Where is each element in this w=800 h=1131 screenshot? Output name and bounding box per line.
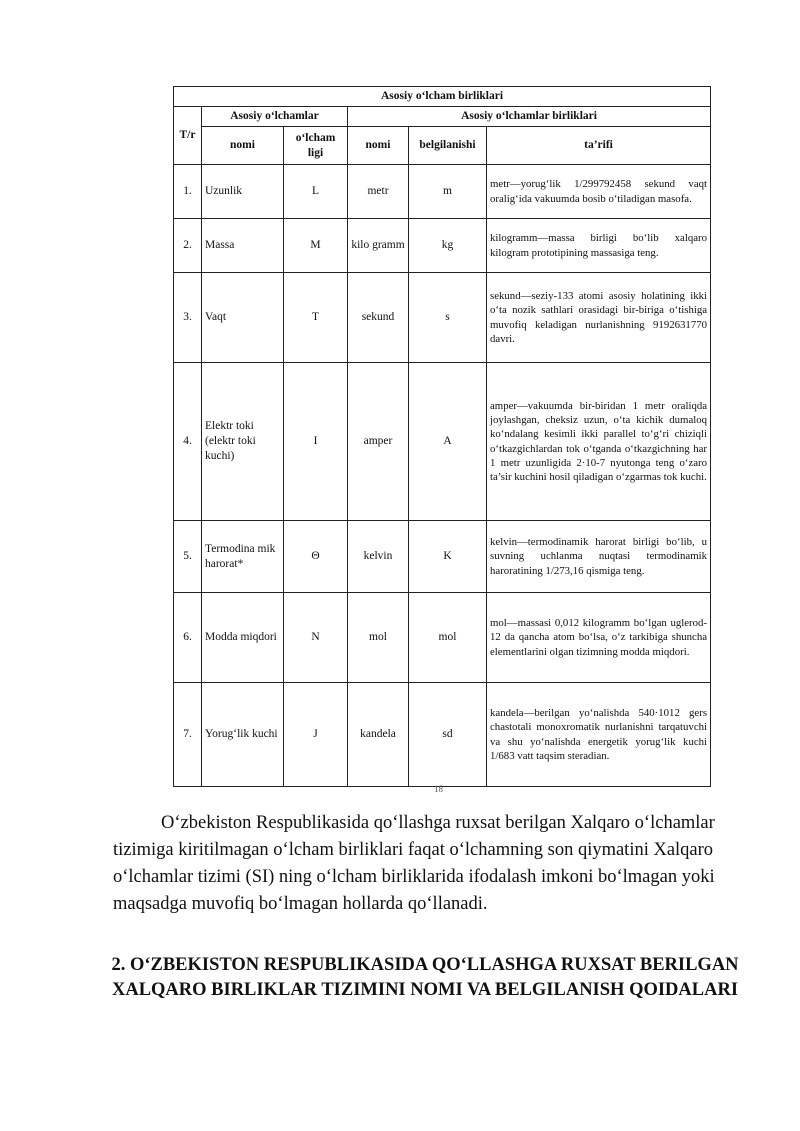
unit-name: kilo gramm (348, 219, 409, 273)
unit-name: amper (348, 363, 409, 521)
unit-name: metr (348, 165, 409, 219)
col-tr-header: T/r (174, 107, 202, 165)
group-quantities-header: Asosiy o‘lchamlar (202, 107, 348, 127)
dimension: M (284, 219, 348, 273)
dimension: Θ (284, 521, 348, 593)
unit-definition: sekund—seziy-133 atomi asosiy holatining ikki o‘ta nozik sathlari orasidagi bir-biriga o‘tishiga muvofiq keladigan nurlanishning 9192631770 davri. (487, 273, 711, 363)
unit-symbol: m (409, 165, 487, 219)
quantity-name: Modda miqdori (202, 593, 284, 683)
unit-definition: mol—massasi 0,012 kilogramm bo‘lgan uglerod-12 da qancha atom bo‘lsa, o‘z tarkibiga shuncha elementlarini olgan tizimning modda miqdori. (487, 593, 711, 683)
quantity-name: Vaqt (202, 273, 284, 363)
row-number: 5. (174, 521, 202, 593)
quantity-name: Uzunlik (202, 165, 284, 219)
quantity-name: Elektr toki (elektr toki kuchi) (202, 363, 284, 521)
unit-symbol: K (409, 521, 487, 593)
unit-symbol: mol (409, 593, 487, 683)
unit-name: sekund (348, 273, 409, 363)
symbol-header: belgilanishi (409, 127, 487, 165)
quantity-name: Yorug‘lik kuchi (202, 683, 284, 787)
group-units-header: Asosiy o‘lchamlar birliklari (348, 107, 711, 127)
dimension: N (284, 593, 348, 683)
table-row (174, 521, 711, 593)
table-row (174, 363, 711, 521)
unit-definition: kilogramm—massa birligi bo‘lib xalqaro kilogram prototipining massasiga teng. (487, 219, 711, 273)
table-row (174, 165, 711, 219)
unit-name: mol (348, 593, 409, 683)
table-row (174, 683, 711, 787)
dimension: T (284, 273, 348, 363)
quantity-name-header: nomi (202, 127, 284, 165)
row-number: 4. (174, 363, 202, 521)
unit-definition: kelvin—termodinamik harorat birligi bo‘lib, u suvning uchlanma nuqtasi termodinamik haroratining 1/273,16 qismiga teng. (487, 521, 711, 593)
table-row (174, 219, 711, 273)
row-number: 1. (174, 165, 202, 219)
units-table (173, 86, 711, 787)
unit-definition: kandela—berilgan yo‘nalishda 540·1012 gers chastotali monoxromatik nurlanishni tarqatuvchi va shu yo‘nalishda energetik yorug‘lik kuchi 1/683 vatt taqsim steradian. (487, 683, 711, 787)
definition-header: ta’rifi (487, 127, 711, 165)
quantity-name: Massa (202, 219, 284, 273)
unit-name: kandela (348, 683, 409, 787)
row-number: 6. (174, 593, 202, 683)
unit-name-header: nomi (348, 127, 409, 165)
unit-name: kelvin (348, 521, 409, 593)
row-number: 7. (174, 683, 202, 787)
dimension: L (284, 165, 348, 219)
page-number: 18 (434, 784, 443, 794)
dimension-header: o‘lcham ligi (284, 127, 348, 165)
table-row (174, 273, 711, 363)
unit-symbol: sd (409, 683, 487, 787)
quantity-name: Termodina mik harorat* (202, 521, 284, 593)
table-title: Asosiy o‘lcham birliklari (174, 87, 711, 107)
dimension: J (284, 683, 348, 787)
unit-definition: amper—vakuumda bir-biridan 1 metr oraliqda joylashgan, cheksiz uzun, o‘ta kichik dumaloq ko‘ndalang kesimli ikki parallel to‘g‘ri chiziqli o‘tkazgichlardan tok o‘tganda o‘tkazgichning har 1 metr uzunligida 2·10-7 nyutonga teng o‘zaro ta’sir kuchini hosil qiladigan o‘zgarmas tok kuchi. (487, 363, 711, 521)
unit-definition: metr—yorug‘lik 1/299792458 sekund vaqt oralig‘ida vakuumda bosib o‘tiladigan masofa. (487, 165, 711, 219)
unit-symbol: s (409, 273, 487, 363)
body-paragraph: O‘zbekiston Respublikasida qo‘llashga ruxsat berilgan Xalqaro o‘lchamlar tizimiga kiritilmagan o‘lcham birliklari faqat o‘lchamning son qiymatini Xalqaro o‘lchamlar tizimi (SI) ning o‘lcham birliklarida ifodalash imkoni bo‘lmagan yoki maqsadga muvofiq bo‘lmagan hollarda qo‘llanadi. (113, 813, 715, 914)
table-row (174, 593, 711, 683)
row-number: 2. (174, 219, 202, 273)
section-title: 2. O‘ZBEKISTON RESPUBLIKASIDA QO‘LLASHGA RUXSAT BERILGAN XALQARO BIRLIKLAR TIZIMINI NOMI VA BELGILANISH QOIDALARI (111, 955, 739, 1000)
dimension: I (284, 363, 348, 521)
unit-symbol: kg (409, 219, 487, 273)
row-number: 3. (174, 273, 202, 363)
unit-symbol: A (409, 363, 487, 521)
